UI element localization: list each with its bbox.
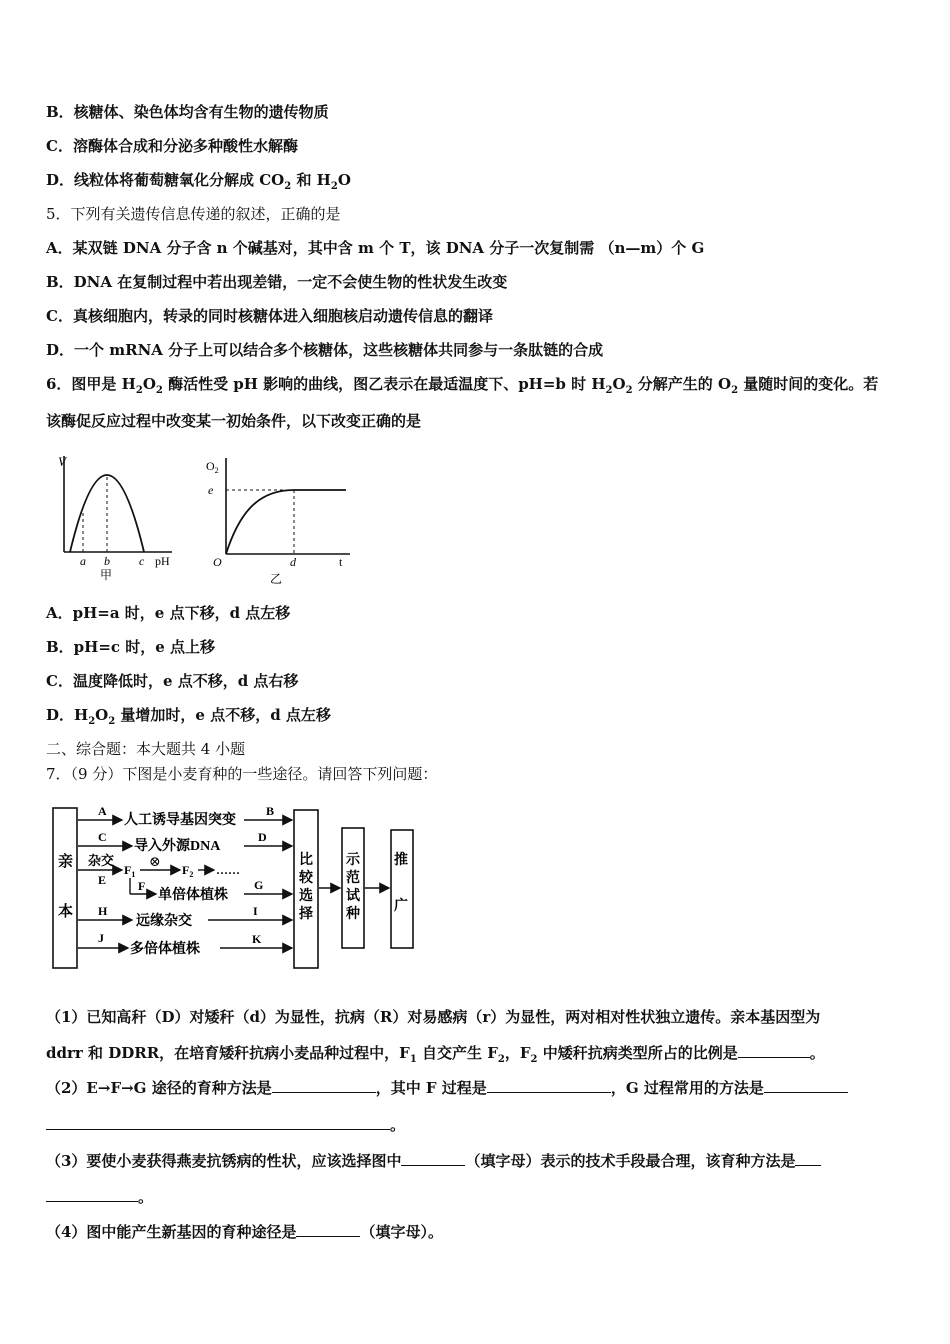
compare-char-4: 择: [299, 907, 313, 922]
q7-part4: [46, 1222, 443, 1242]
route4-text: 单倍体植株: [158, 888, 228, 903]
text: 量增加时，e 点不移，d 点左移: [115, 706, 331, 724]
o2-curve: [226, 490, 346, 554]
caption-yi: 乙: [270, 572, 283, 586]
compare-char-2: 较: [299, 871, 313, 886]
route1-left-label: A: [98, 804, 107, 818]
answer-blank-3b-cont[interactable]: [46, 1187, 138, 1202]
q6-option-c: C．温度降低时，e 点不移，d 点右移: [46, 672, 299, 690]
tick-a: a: [80, 554, 86, 568]
route3-f1: [124, 863, 135, 879]
e-label: e: [208, 483, 214, 497]
text: 。: [390, 1116, 406, 1134]
parent-box: [53, 808, 77, 968]
demo-char-4: 种: [346, 907, 360, 922]
figure-yi: [200, 450, 360, 590]
text: （3）要使小麦获得燕麦抗锈病的性状，应该选择图中: [46, 1152, 402, 1170]
origin-label: O: [213, 555, 222, 569]
subscript: 2: [731, 385, 739, 396]
text: 和 H: [291, 171, 331, 189]
text: ，F: [504, 1044, 531, 1062]
figure-jia: [50, 448, 190, 588]
text: 中矮秆抗病类型所占的比例是: [537, 1044, 738, 1062]
breeding-diagram: [48, 798, 428, 978]
demo-char-2: 范: [346, 871, 360, 886]
route4-right-label: G: [254, 878, 264, 892]
parent-char-2: 本: [58, 904, 74, 920]
d-label: d: [290, 555, 296, 569]
subscript: 2: [284, 181, 292, 192]
route5-right-label: I: [253, 904, 258, 918]
answer-blank-2b[interactable]: [487, 1078, 611, 1093]
q6-option-d: [46, 705, 331, 732]
tick-b: b: [104, 554, 110, 568]
route1-text: 人工诱导基因突变: [124, 813, 236, 828]
text: ddrr 和 DDRR，在培育矮秆抗病小麦品种过程中，F: [46, 1044, 410, 1062]
subscript: 2: [605, 385, 613, 396]
route3-f2-text: F: [182, 863, 190, 877]
route2-left-label: C: [98, 830, 107, 844]
x-label: t: [339, 555, 343, 569]
demo-char-1: 示: [346, 853, 360, 868]
route1-right-label: B: [266, 804, 275, 818]
tick-c: c: [139, 554, 145, 568]
subscript: 2: [135, 385, 143, 396]
text: （2）E→F→G 途径的育种方法是: [46, 1079, 272, 1097]
demo-char-3: 试: [346, 889, 360, 904]
text: 酶活性受 pH 影响的曲线，图乙表示在最适温度下、pH=b 时 H: [162, 375, 606, 393]
text: 6．图甲是 H: [46, 375, 136, 393]
text: 分解产生的 O: [632, 375, 732, 393]
section-heading: 二、综合题：本大题共 4 小题: [46, 740, 246, 758]
text: O: [612, 375, 626, 393]
q7-part2: [46, 1078, 848, 1098]
text: 自交产生 F: [416, 1044, 498, 1062]
parent-char-1: 亲: [58, 854, 74, 870]
answer-blank-1[interactable]: [738, 1043, 810, 1058]
subscript: 2: [530, 1054, 538, 1065]
y-label-text: O: [206, 459, 215, 473]
subscript: 1: [409, 1054, 417, 1065]
text: （填字母）表示的技术手段最合理，该育种方法是: [465, 1152, 796, 1170]
answer-blank-4[interactable]: [296, 1222, 360, 1237]
text: 。: [138, 1188, 154, 1206]
route4-mid-label: F: [138, 879, 146, 893]
q4-option-c: C．溶酶体合成和分泌多种酸性水解酶: [46, 137, 298, 155]
q5-option-c: C．真核细胞内，转录的同时核糖体进入细胞核启动遗传信息的翻译: [46, 307, 493, 325]
route3-f2-sub: 2: [189, 870, 194, 879]
demo-box: [342, 828, 364, 948]
route2-right-label: D: [258, 830, 267, 844]
route4-left-label: E: [98, 873, 107, 887]
answer-blank-3a[interactable]: [401, 1151, 465, 1166]
q7-stem: 7．（9 分）下图是小麦育种的一些途径。请回答下列问题：: [46, 765, 438, 783]
route3-f1-text: F: [124, 863, 132, 877]
q6-option-b: B．pH=c 时，e 点上移: [46, 638, 216, 656]
q6-stem-line1: [46, 374, 878, 401]
subscript: 2: [497, 1054, 505, 1065]
self-cross-symbol: ⊗: [149, 855, 161, 870]
text: 。: [809, 1044, 825, 1062]
answer-blank-2c-cont[interactable]: [46, 1115, 390, 1130]
subscript: 2: [155, 385, 163, 396]
text: （填字母）。: [360, 1223, 443, 1241]
promote-box: [391, 830, 413, 948]
answer-blank-2a[interactable]: [272, 1078, 376, 1093]
route5-text: 远缘杂交: [136, 914, 192, 929]
text: O: [95, 706, 109, 724]
q7-part3: [46, 1151, 821, 1171]
q6-stem-line2: 该酶促反应过程中改变某一初始条件，以下改变正确的是: [46, 412, 422, 430]
q7-part2-cont: [46, 1115, 405, 1135]
text: ，其中 F 过程是: [375, 1079, 487, 1097]
text: ，G 过程常用的方法是: [610, 1079, 764, 1097]
x-label: pH: [155, 554, 170, 568]
answer-blank-3b[interactable]: [795, 1151, 821, 1166]
route3-dots: ……: [216, 863, 240, 877]
q7-part1-line2: [46, 1043, 825, 1070]
route6-right-label: K: [252, 932, 262, 946]
route2-text: 导入外源DNA: [134, 839, 221, 854]
y-label: V: [58, 454, 66, 469]
compare-char-3: 选: [299, 889, 313, 904]
q7-part1-line1: （1）已知高秆（D）对矮秆（d）为显性，抗病（R）对易感病（r）为显性，两对相对性状独立遗传。亲本基因型为: [46, 1008, 821, 1026]
y-label: [206, 459, 219, 475]
text: D．H: [46, 706, 89, 724]
q5-option-b: B．DNA 在复制过程中若出现差错，一定不会使生物的性状发生改变: [46, 273, 508, 291]
text: O: [142, 375, 156, 393]
text: 量随时间的变化。若: [738, 375, 879, 393]
subscript: 2: [88, 716, 96, 727]
text: （4）图中能产生新基因的育种途径是: [46, 1223, 297, 1241]
text: O: [337, 171, 351, 189]
caption-jia: 甲: [100, 568, 113, 582]
route5-left-label: H: [98, 904, 108, 918]
text: D．线粒体将葡萄糖氧化分解成 CO: [46, 171, 285, 189]
answer-blank-2c[interactable]: [764, 1078, 848, 1093]
promote-char-2: 广: [394, 899, 408, 914]
route6-left-label: J: [98, 931, 104, 945]
compare-char-1: 比: [299, 853, 313, 868]
q5-stem: 5．下列有关遗传信息传递的叙述，正确的是: [46, 205, 341, 223]
q4-option-b: B．核糖体、染色体均含有生物的遗传物质: [46, 103, 329, 121]
q5-option-d: D．一个 mRNA 分子上可以结合多个核糖体，这些核糖体共同参与一条肽链的合成: [46, 341, 604, 359]
y-label-sub: 2: [214, 466, 219, 475]
route3-f1-sub: 1: [131, 870, 136, 879]
route6-text: 多倍体植株: [130, 942, 200, 957]
q6-option-a: A．pH=a 时，e 点下移，d 点左移: [46, 604, 291, 622]
q5-option-a: A．某双链 DNA 分子含 n 个碱基对，其中含 m 个 T，该 DNA 分子一次复制需 （n—m）个 G: [46, 239, 705, 257]
q4-option-d: [46, 170, 351, 197]
route3-left-label: 杂交: [88, 853, 115, 868]
q7-part3-cont: [46, 1187, 153, 1207]
route3-f2: [182, 863, 193, 879]
subscript: 2: [625, 385, 633, 396]
subscript: 2: [330, 181, 338, 192]
promote-char-1: 推: [394, 853, 408, 868]
subscript: 2: [108, 716, 116, 727]
